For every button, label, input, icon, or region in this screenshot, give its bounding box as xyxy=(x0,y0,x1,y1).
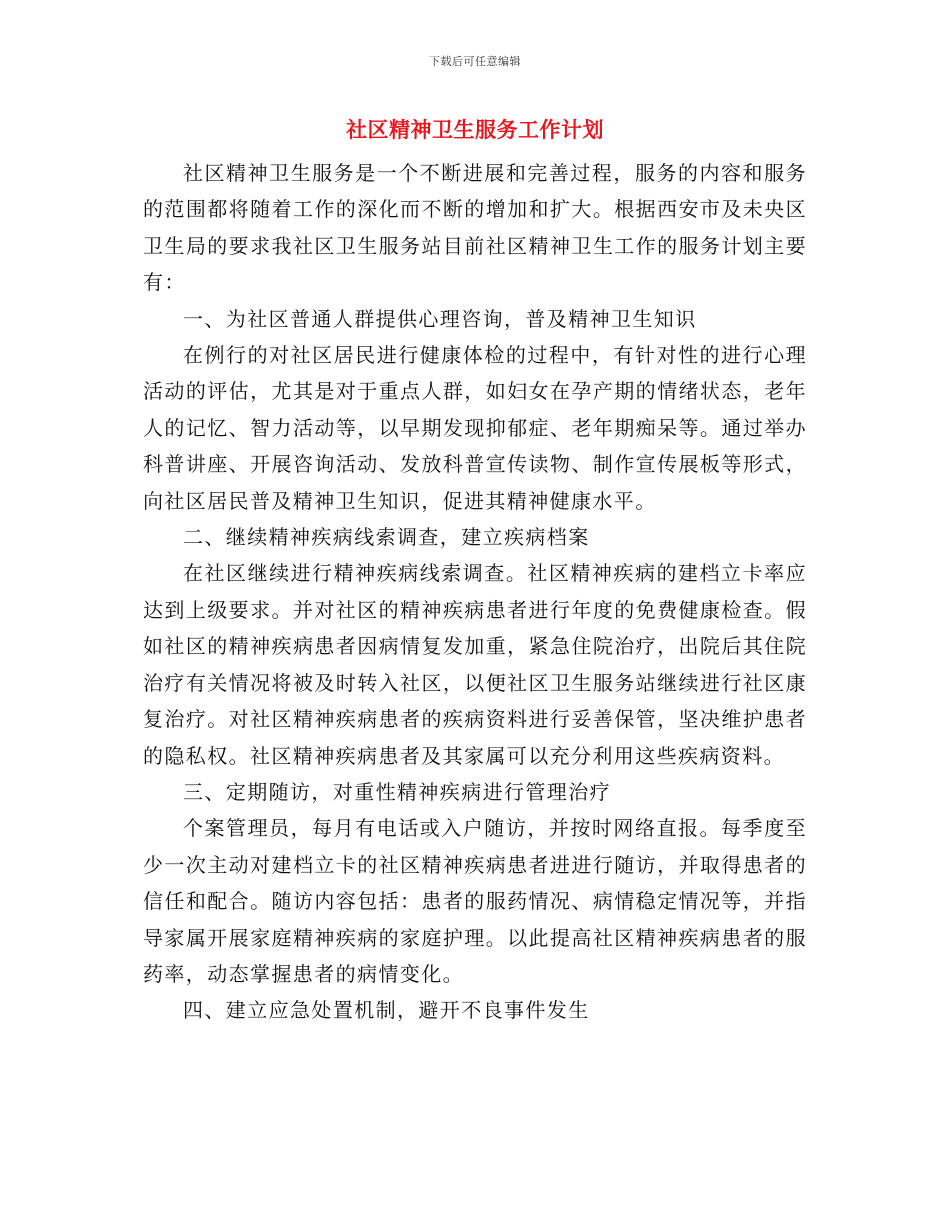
section-body-1: 在例行的对社区居民进行健康体检的过程中，有针对性的进行心理活动的评估，尤其是对于重点人群，如妇女在孕产期的情绪状态，老年人的记忆、智力活动等，以早期发现抑郁症、老年期痴呆等。通过举办科普讲座、开展咨询活动、发放科普宣传读物、制作宣传展板等形式，向社区居民普及精神卫生知识，促进其精神健康水平。 xyxy=(143,343,807,513)
section-heading-4: 四、建立应急处置机制，避开不良事件发生 xyxy=(183,998,590,1023)
section-heading-2: 二、继续精神疾病线索调查，建立疾病档案 xyxy=(183,525,590,550)
document-body xyxy=(143,155,807,1029)
section-heading-3: 三、定期随访，对重性精神疾病进行管理治疗 xyxy=(183,779,611,804)
section-body-3: 个案管理员，每月有电话或入户随访，并按时网络直报。每季度至少一次主动对建档立卡的社区精神疾病患者进进行随访，并取得患者的信任和配合。随访内容包括：患者的服药情况、病情稳定情况等，并指导家属开展家庭精神疾病的家庭护理。以此提高社区精神疾病患者的服药率，动态掌握患者的病情变化。 xyxy=(143,816,807,986)
section-body-2: 在社区继续进行精神疾病线索调查。社区精神疾病的建档立卡率应达到上级要求。并对社区的精神疾病患者进行年度的免费健康检查。假如社区的精神疾病患者因病情复发加重，紧急住院治疗，出院后其住院治疗有关情况将被及时转入社区，以便社区卫生服务站继续进行社区康复治疗。对社区精神疾病患者的疾病资料进行妥善保管，坚决维护患者的隐私权。社区精神疾病患者及其家属可以充分利用这些疾病资料。 xyxy=(143,561,807,768)
intro-paragraph: 社区精神卫生服务是一个不断进展和完善过程，服务的内容和服务的范围都将随着工作的深化而不断的增加和扩大。根据西安市及未央区卫生局的要求我社区卫生服务站目前社区精神卫生工作的服务计划主要有： xyxy=(143,161,807,295)
page-header: 下载后可任意编辑 xyxy=(429,55,521,68)
section-heading-1: 一、为社区普通人群提供心理咨询，普及精神卫生知识 xyxy=(183,306,697,331)
document-title: 社区精神卫生服务工作计划 xyxy=(346,117,604,142)
